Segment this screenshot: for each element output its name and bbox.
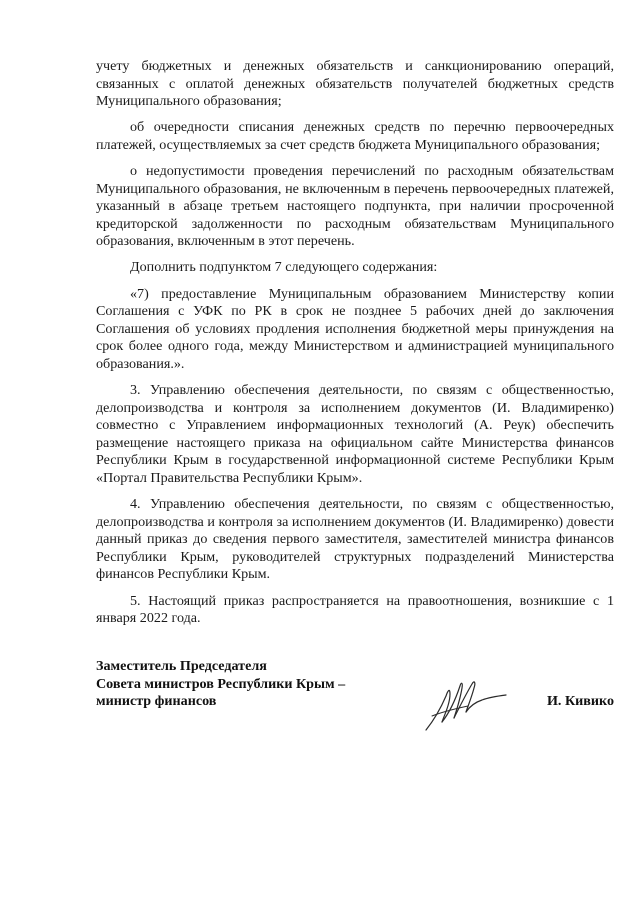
signer-title-line-2: Совета министров Республики Крым –: [96, 675, 346, 692]
paragraph-subitem-7: «7) предоставление Муниципальным образованием Министерству копии Соглашения с УФК по РК в срок не позднее 5 рабочих дней до заключения Соглашения об условиях продления исполнения бюджетной меры принуждения на срок более одного года, между Министерством и администрацией муниципального образования.».: [96, 285, 614, 372]
signer-title-line-1: Заместитель Председателя: [96, 658, 267, 674]
paragraph-transfer-restriction: о недопустимости проведения перечислений по расходным обязательствам Муниципального образования, не включенным в перечень первоочередных платежей, указанный в абзаце третьем настоящего подпункта, при наличии просроченной кредиторской задолженности по расходным обязательствам Муниципального образования, включенным в этот перечень.: [96, 162, 614, 250]
signer-title-line-3: министр финансов: [96, 693, 217, 710]
paragraph-item-4: 4. Управлению обеспечения деятельности, по связям с общественностью, делопроизводства и контроля за исполнением документов (И. Владимиренко) довести данный приказ до сведения первого заместителя, заместителей министра финансов Республики Крым, руководителей структурных подразделений Министерства финансов Республики Крым.: [96, 496, 614, 583]
document-body: [96, 58, 614, 636]
handwritten-signature-icon: [420, 676, 510, 736]
paragraph-payment-order: об очередности списания денежных средств по перечню первоочередных платежей, осуществляемых за счет средств бюджета Муниципального образования;: [96, 119, 614, 153]
paragraph-item-5: 5. Настоящий приказ распространяется на правоотношения, возникшие с 1 января 2022 года.: [96, 592, 614, 627]
signer-name: И. Кивико: [546, 693, 614, 709]
paragraph-budget-obligations: учету бюджетных и денежных обязательств и санкционированию операций, связанных с оплатой денежных обязательств получателей бюджетных средств Муниципального образования;: [96, 58, 614, 110]
signature-block: [96, 658, 614, 718]
paragraph-item-3: 3. Управлению обеспечения деятельности, по связям с общественностью, делопроизводства и контроля за исполнением документов (И. Владимиренко) совместно с Управлением информационных технологий (А. Реук) обеспечить размещение настоящего приказа на официальном сайте Министерства финансов Республики Крым в государственной информационной системе Республики Крым «Портал Правительства Республики Крым».: [96, 382, 614, 486]
paragraph-add-subitem: Дополнить подпунктом 7 следующего содержания:: [130, 259, 438, 276]
